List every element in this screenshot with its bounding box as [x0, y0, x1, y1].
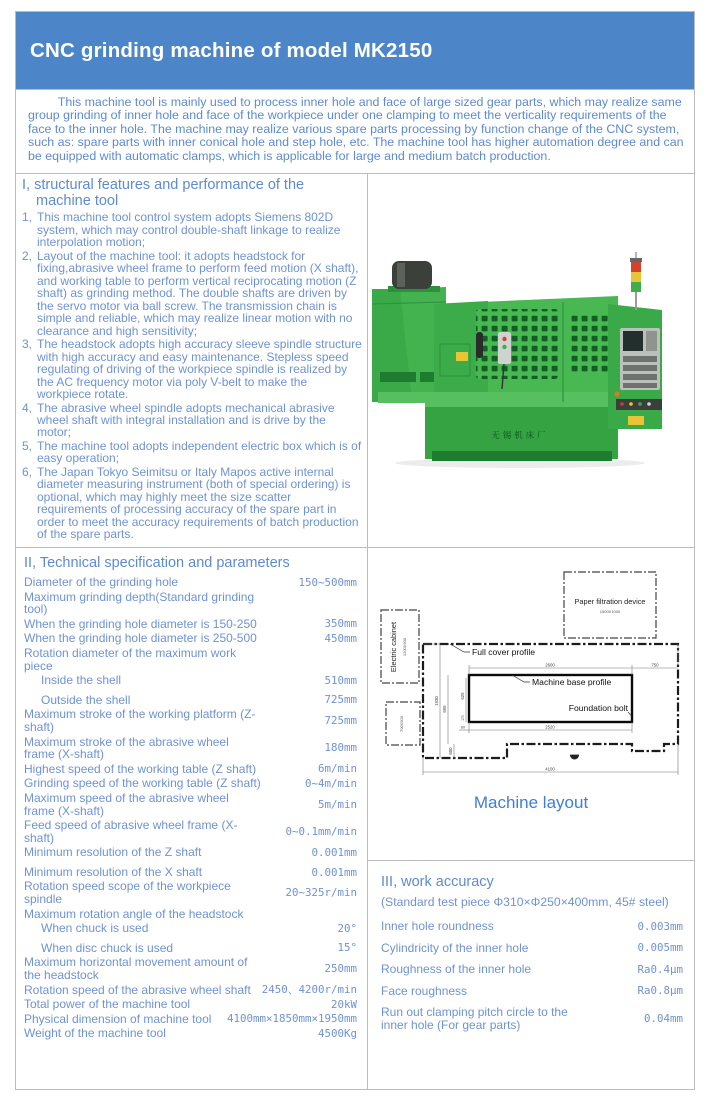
section1-heading: I, structural features and performance of the machine tool — [22, 177, 305, 210]
section3-accuracy — [368, 861, 694, 1032]
spec-label: Cylindricity of the inner hole — [381, 940, 529, 955]
spec-row — [24, 591, 362, 616]
item-text: The machine tool adopts independent electric box which is of easy operation; — [37, 438, 362, 466]
svg-text:600: 600 — [448, 747, 453, 755]
signal-tower-icon — [630, 252, 642, 310]
spec-label: Maximum stroke of the working platform (Z-shaft) — [24, 707, 256, 734]
item-number: 4, — [22, 400, 33, 415]
feature-item — [22, 466, 362, 541]
spec-label: When chuck is used — [41, 921, 149, 936]
svg-text:170: 170 — [461, 715, 465, 721]
spec-row — [24, 576, 362, 589]
spec-row — [24, 942, 362, 955]
spec-value: Ra0.4μm — [637, 962, 683, 976]
spec-row — [24, 618, 362, 631]
spec-sheet — [15, 11, 695, 1090]
paper-filtration-label: Paper filtration device — [574, 597, 646, 606]
spec-row — [24, 984, 362, 997]
spec-label: Roughness of the inner hole — [381, 962, 532, 977]
item-number: 2, — [22, 248, 33, 263]
svg-text:2600: 2600 — [545, 662, 555, 668]
svg-text:625: 625 — [460, 692, 465, 700]
spec-value: 4100mm×1850mm×1950mm — [226, 1012, 357, 1026]
spec-label: Rotation diameter of the maximum work piece — [24, 645, 237, 673]
spec-label: Run out clamping pitch circle to the inner hole (For gear parts) — [381, 1005, 568, 1032]
spec-row — [24, 632, 362, 645]
spec-row — [24, 763, 362, 776]
accuracy-row — [381, 985, 688, 998]
spec-label: Diameter of the grinding hole — [24, 575, 179, 589]
intro-paragraph: This machine tool is mainly used to process inner hole and face of large sized gear parts, which may realize same group grinding of inner hole and face of the workpiece under one clamping to meet the verticality requirements of the face to the inner hole. The machine may realize various spare parts processing by function change of the CNC system, such as: spare parts with inner conical hole and step hole, etc. The machine tool has higher automation degree and can be equipped with automatic clamps, which is applicable for large and medium batch production. — [28, 95, 684, 163]
accuracy-row — [381, 1006, 688, 1031]
feature-item — [22, 338, 362, 400]
spec-label: Feed speed of abrasive wheel frame (X-shaft) — [24, 818, 238, 845]
spec-label: Physical dimension of machine tool — [24, 1011, 212, 1026]
spec-label: When the grinding hole diameter is 250-500 — [24, 631, 257, 646]
item-number: 6, — [22, 464, 33, 479]
spec-row — [24, 819, 362, 844]
section1-features — [16, 174, 368, 547]
title-banner — [16, 12, 694, 89]
spec-row — [24, 694, 362, 707]
spec-value: 20kW — [330, 997, 357, 1011]
spec-label: Inside the shell — [41, 673, 122, 688]
spec-value: 0.001mm — [311, 845, 357, 859]
item-text: The Japan Tokyo Seimitsu or Italy Mapos active internal diameter measuring instrument (both of special ordering) is optional, which may highly meet the size scatter requirements of processing accuracy of the spare part in order to meet the accuracy requirements of batch production of the spare parts. — [37, 464, 359, 542]
section3-heading: III, work accuracy — [381, 874, 494, 890]
spec-label: Grinding speed of the working table (Z shaft) — [24, 776, 261, 791]
section2-specs — [16, 548, 368, 1089]
foundation-bolt-label: Foundation bolt — [568, 703, 628, 713]
spec-row — [24, 674, 362, 687]
page-title: CNC grinding machine of model MK2150 — [30, 38, 433, 62]
spec-label: Maximum horizontal movement amount of the headstock — [24, 955, 248, 983]
feature-item — [22, 211, 362, 248]
spec-row — [24, 736, 362, 761]
spec-row — [24, 1027, 362, 1040]
svg-text:695: 695 — [442, 705, 447, 713]
intro-section — [16, 89, 694, 173]
operator-console — [608, 304, 662, 429]
spec-value: 2450、4200r/min — [261, 983, 357, 997]
svg-text:750: 750 — [651, 662, 659, 668]
spec-row — [24, 880, 362, 905]
spec-label: Highest speed of the working table (Z shaft) — [24, 761, 257, 776]
spec-row — [24, 846, 362, 859]
spec-label: Rotation speed scope of the workpiece spindle — [24, 879, 231, 907]
svg-text:4100: 4100 — [545, 766, 555, 772]
section2-heading: II, Technical specification and parameters — [24, 555, 290, 571]
right-column — [368, 548, 694, 1089]
layout-caption: Machine layout — [473, 793, 589, 812]
spec-label: Outside the shell — [41, 692, 131, 707]
spec-row — [24, 647, 362, 672]
spec-value: 0~4m/min — [304, 776, 357, 790]
item-number: 1, — [22, 210, 33, 225]
spec-row — [24, 792, 362, 817]
spec-value: 15° — [337, 941, 357, 955]
spec-row — [24, 922, 362, 935]
spec-value: 510mm — [324, 673, 357, 687]
spec-value: 0.001mm — [311, 865, 357, 879]
spec-value: 350mm — [324, 617, 357, 631]
spec-row — [24, 956, 362, 981]
spec-value: 20~325r/min — [285, 886, 357, 900]
spec-value: 0.04mm — [643, 1012, 683, 1026]
item-number: 3, — [22, 337, 33, 352]
warning-label — [456, 352, 468, 361]
warning-label — [628, 416, 644, 425]
svg-text:60: 60 — [461, 725, 465, 730]
item-text: Layout of the machine tool: it adopts headstock for fixing,abrasive wheel frame to perform feed motion (X shaft), and working table to perform vertical reciprocating motion (Z shaft) as grinding method. The double shafts are driven by the servo motor via ball screw. The transmission chain is simple and reliable, which may realize linear motion with no clearance and high sensitivity; — [37, 248, 359, 338]
spec-label: Minimum resolution of the Z shaft — [24, 845, 202, 860]
spec-value: 250mm — [324, 962, 357, 976]
item-number: 5, — [22, 438, 33, 453]
spec-value: 150~500mm — [298, 575, 357, 589]
spec-value: 6m/min — [317, 762, 357, 776]
spec-value: 4500Kg — [317, 1027, 357, 1041]
spec-value: 180mm — [324, 741, 357, 755]
section3-subtitle: (Standard test piece Φ310×Φ250×400mm, 45# steel) — [381, 895, 669, 909]
accuracy-row — [381, 942, 688, 955]
spec-label: Maximum speed of the abrasive wheel frame (X-shaft) — [24, 790, 229, 818]
spec-label: When disc chuck is used — [41, 940, 174, 955]
electric-cabinet-size: 1200X600 — [402, 637, 407, 657]
item-text: This machine tool control system adopts Siemens 802D system, which may control double-shaft linkage to realize interpolation motion; — [37, 210, 341, 250]
machine-layout-diagram — [374, 562, 686, 792]
machine-photo-cell — [368, 174, 694, 547]
feature-item — [22, 440, 362, 465]
accuracy-row — [381, 963, 688, 976]
feature-item — [22, 402, 362, 439]
spec-row — [24, 708, 362, 733]
spec-label: Maximum stroke of the abrasive wheel frame (X-shaft) — [24, 734, 229, 762]
spec-value: 0.003mm — [637, 919, 683, 933]
perforated-panel-left — [476, 309, 558, 379]
spec-label: Total power of the machine tool — [24, 997, 191, 1012]
paper-filtration-size: 1500X1000 — [599, 609, 621, 614]
spec-row — [24, 777, 362, 790]
spec-value: 450mm — [324, 632, 357, 645]
spec-label: Inner hole roundness — [381, 919, 494, 933]
spec-row — [24, 998, 362, 1011]
spec-label: Weight of the machine tool — [24, 1026, 166, 1041]
specs-row — [16, 547, 694, 1089]
foundation-bolt-icon — [570, 755, 579, 760]
spec-label: Face roughness — [381, 983, 468, 998]
spec-value: 725mm — [324, 693, 357, 707]
svg-text:2520: 2520 — [545, 724, 555, 730]
spec-label: Maximum grinding depth(Standard grinding tool) — [24, 589, 255, 617]
spec-value: 5m/min — [317, 797, 357, 811]
spec-value: 20° — [337, 921, 357, 935]
spec-row — [24, 866, 362, 879]
motor — [388, 261, 440, 292]
feature-item — [22, 250, 362, 337]
spec-row — [24, 908, 362, 921]
handle — [476, 332, 483, 358]
machine-base-label: Machine base profile — [532, 677, 612, 687]
spec-value: 0~0.1mm/min — [285, 825, 357, 839]
electric-cabinet-box — [381, 610, 419, 683]
features-row — [16, 173, 694, 547]
machine-base — [425, 401, 618, 461]
item-text: The headstock adopts high accuracy sleeve spindle structure with high accuracy and easy maintenance. Stepless speed regulating of driving of the workpiece spindle is realized by the AC frequency motor via poly V-belt to make the workpiece rotate. — [37, 337, 362, 402]
cnc-screen — [623, 331, 643, 351]
spec-value: 0.005mm — [637, 941, 683, 955]
brand-text: 无锡机床厂 — [491, 430, 549, 440]
accuracy-row — [381, 920, 688, 933]
spec-value: Ra0.8μm — [637, 984, 683, 998]
machine-layout-cell — [368, 548, 694, 861]
full-cover-label: Full cover profile — [472, 647, 536, 657]
spec-label: Minimum resolution of the X shaft — [24, 864, 203, 879]
svg-text:1930: 1930 — [434, 696, 439, 706]
machine-photo — [370, 244, 670, 472]
spec-label: Rotation speed of the abrasive wheel shaft — [24, 982, 251, 997]
spec-value: 725mm — [324, 714, 357, 728]
electric-cabinet-label: Electric cabinet — [389, 621, 398, 673]
aux-box-size: 700X500 — [399, 715, 404, 733]
spec-row — [24, 1013, 362, 1026]
spec-label: Maximum rotation angle of the headstock — [24, 906, 244, 921]
spec-label: When the grinding hole diameter is 150-250 — [24, 616, 257, 631]
item-text: The abrasive wheel spindle adopts mechanical abrasive wheel shaft with integral installation and is drive by the motor; — [37, 400, 335, 440]
